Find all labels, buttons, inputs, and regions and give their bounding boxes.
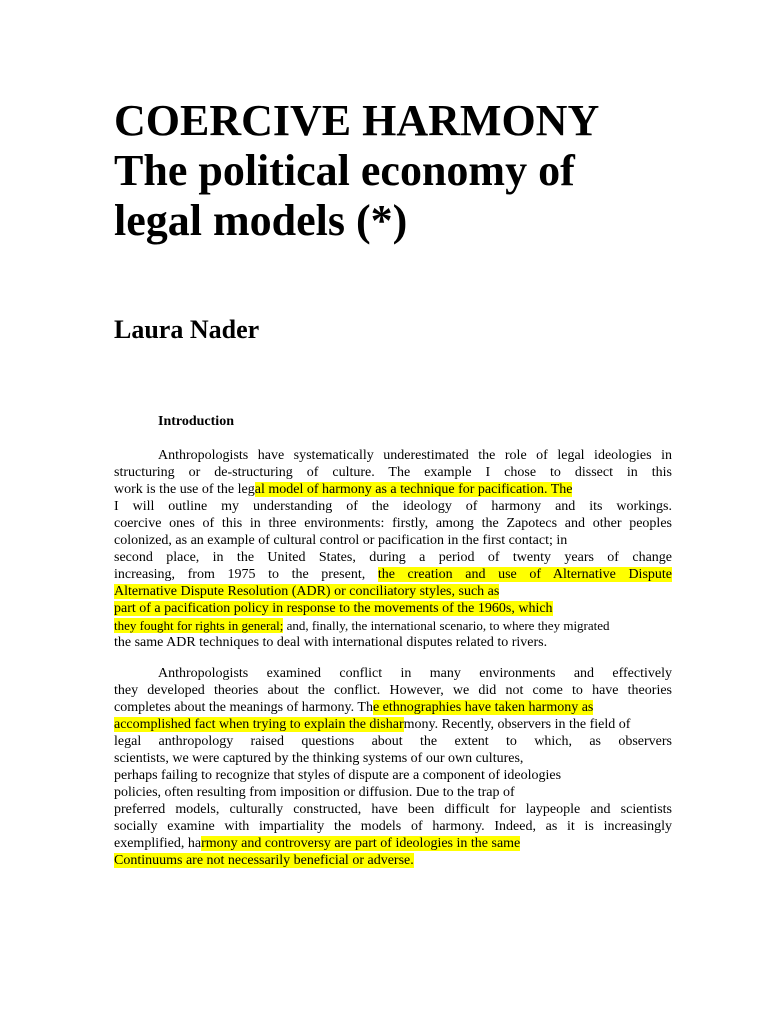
text-line: scientists, we were captured by the thinking systems of our own cultures, [114,751,524,766]
text-line: they developed theories about the conflict. However, we did not come to have theories [114,683,672,698]
text-run: completes about the meanings of harmony. Th [114,700,373,715]
text-line [114,852,672,869]
text-line: legal anthropology raised questions about the extent to which, as observers [114,734,672,749]
highlighted-text: Alternative Dispute Resolution (ADR) or conciliatory styles, such as [114,584,500,599]
text-line: second place, in the United States, during a period of twenty years of change [114,550,672,565]
text-line: coercive ones of this in three environments: firstly, among the Zapotecs and other peoples [114,516,672,531]
text-line [114,617,672,634]
text-line: perhaps failing to recognize that styles of dispute are a component of ideologies [114,768,562,783]
highlighted-text: al model of harmony as a technique for pacification. The [254,482,573,497]
highlighted-text: Continuums are not necessarily beneficial or adverse. [114,853,414,868]
page-title [114,96,674,246]
highlighted-text: accomplished fact when trying to explain the dishar [114,717,404,732]
text-line: structuring or de-structuring of culture. The example I chose to dissect in this [114,465,672,480]
text-line [114,716,672,733]
text-line [114,835,672,852]
section-heading: Introduction [158,414,234,429]
text-line: socially examine with impartiality the models of harmony. Indeed, as it is increasingly [114,819,672,834]
highlighted-text: the creation and use of Alternative Dispute [377,567,672,582]
text-line: preferred models, culturally constructed, have been difficult for laypeople and scientists [114,802,672,817]
paragraph-1 [114,447,672,651]
title-line: legal models (*) [114,196,408,245]
text-line [114,600,672,617]
text-line [114,481,672,498]
highlighted-text: they fought for rights in general; [114,618,284,633]
text-line [114,583,672,600]
text-line: Anthropologists have systematically underestimated the role of legal ideologies in [158,448,672,463]
text-run: exemplified, ha [114,836,202,851]
text-line [114,566,672,583]
text-line: Anthropologists examined conflict in many environments and effectively [158,666,672,681]
text-run: increasing, from 1975 to the present, [114,567,378,582]
text-line: I will outline my understanding of the ideology of harmony and its workings. [114,499,672,514]
author-name: Laura Nader [114,315,260,344]
text-line [114,699,672,716]
text-line: policies, often resulting from imposition or diffusion. Due to the trap of [114,785,515,800]
text-run: work is the use of the leg [114,482,255,497]
text-run: mony. Recently, observers in the field of [403,717,631,732]
highlighted-text: part of a pacification policy in response to the movements of the 1960s, which [114,601,553,616]
text-line: colonized, as an example of cultural control or pacification in the first contact; in [114,533,568,548]
highlighted-text: e ethnographies have taken harmony as [372,700,594,715]
highlighted-text: rmony and controversy are part of ideologies in the same [201,836,521,851]
text-line: the same ADR techniques to deal with international disputes related to rivers. [114,635,548,650]
title-line: COERCIVE HARMONY [114,96,600,145]
paragraph-2 [114,665,672,869]
text-run: and, finally, the international scenario, to where they migrated [283,618,610,633]
title-line: The political economy of [114,146,575,195]
